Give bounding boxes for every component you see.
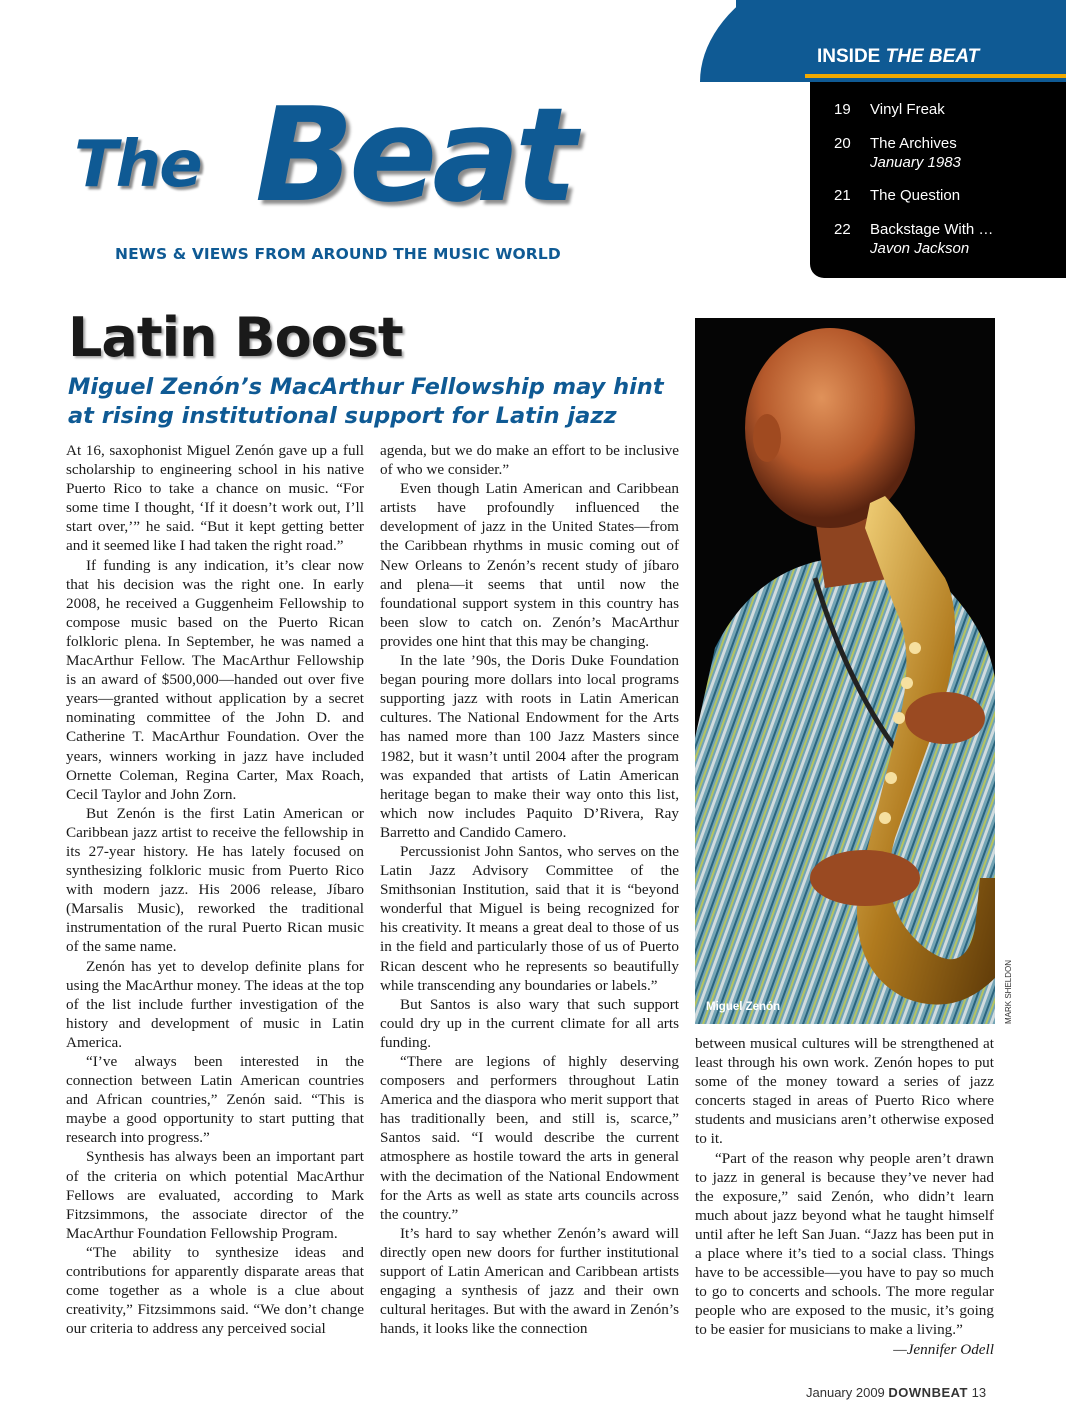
paragraph: “The ability to synthesize ideas and contributions for apparently disparate areas that come together as a whole is a clue about creativity,” Fitzsimmons said. “We don’t change our criteria to address any perceived social	[66, 1243, 364, 1338]
paragraph: Even though Latin American and Caribbean artists have profoundly influenced the development of jazz in the United States—from the Caribbean rhythms in music coming out of New Orleans to Zenón’s recent study of jíbaro and plena—it seems that until now the foundational support system in this country has been slow to catch on. Zenón’s MacArthur provides one hint that this may be changing.	[380, 480, 679, 650]
masthead-beat: Beat	[255, 79, 573, 231]
paragraph: Synthesis has always been an important part of the criteria on which potential MacArthur Fellows are evaluated, according to Mark Fitzsimmons, the associate director of the MacArthur Foundation Fellowship Program.	[66, 1148, 364, 1242]
folio-magazine: DOWNBEAT	[888, 1385, 968, 1400]
folio-date: January 2009	[806, 1385, 885, 1400]
toc-title: Backstage With …	[870, 221, 994, 238]
article-byline: —Jennifer Odell	[893, 1340, 994, 1358]
paragraph: It’s hard to say whether Zenón’s award will directly open new doors for further institutional support of Latin American and Caribbean artists engaging a synthesis of jazz and their own cultural heritages. But with the award in Zenón’s hands, it looks like the connection	[380, 1224, 679, 1338]
inside-title-italic: THE BEAT	[885, 46, 980, 67]
article-headline: Latin Boost	[68, 306, 403, 369]
toc-title: The Question	[870, 187, 961, 204]
inside-header-bar	[736, 0, 1066, 82]
toc-page-number: 19	[834, 101, 851, 118]
paragraph: “I’ve always been interested in the connection between Latin American countries and African countries,” Zenón said. “This is maybe a good opportunity to start putting that research into progress.”	[66, 1053, 364, 1147]
masthead-the: The	[74, 128, 201, 202]
paragraph: “There are legions of highly deserving composers and performers throughout Latin America and the diaspora who merit support that has traditionally been, and still is, scarce,” Santos said. “I would describe the current atmosphere as hostile toward the arts in general with the decimation of the National Endowment for the Arts as well as state arts councils across the country.”	[380, 1053, 679, 1223]
paragraph: agenda, but we do make an effort to be inclusive of who we consider.”	[380, 442, 679, 479]
toc-title: The Archives	[870, 135, 957, 152]
inside-header-rule	[805, 74, 1066, 78]
article-column-2	[380, 441, 679, 1338]
toc-subtitle: January 1983	[870, 154, 961, 171]
paragraph-text: “Part of the reason why people aren’t drawn to jazz in general is because they’ve never had the exposure,” said Zenón, who didn’t learn much about jazz beyond what he taught himself until after he left San Juan. “Jazz has been put in a place where it’s tied to a social class. Things have to be accessible—you have to pay so much to go to concerts and schools. The more regular people who are exposed to the music, it’s going to be easier for musicians to make a living.”	[695, 1149, 994, 1339]
paragraph: Zenón has yet to develop definite plans for using the MacArthur money. The ideas at the top of the list include further investigation of the history and development of music in Latin America.	[66, 957, 364, 1051]
inside-title	[817, 46, 979, 68]
article-column-1	[66, 441, 364, 1338]
paragraph	[695, 1149, 994, 1358]
saxophonist-illustration	[695, 318, 995, 1024]
article-deck: Miguel Zenón’s MacArthur Fellowship may hint at rising institutional support for Latin jazz	[68, 374, 664, 429]
page-folio	[806, 1385, 986, 1400]
paragraph: In the late ’90s, the Doris Duke Foundation began pouring more dollars into local programs supporting jazz with roots in Latin American cultures. The National Endowment for the Arts has named more than 100 Jazz Masters since 1982, but it wasn’t until 2004 after the program was expanded that artists of Latin American heritage began to make their way onto this list, which now includes Paquito D’Rivera, Ray Barretto and Candido Camero.	[380, 652, 679, 841]
toc-subtitle: Javon Jackson	[870, 240, 970, 257]
inside-title-prefix: INSIDE	[817, 46, 881, 67]
paragraph: But Zenón is the first Latin American or Caribbean jazz artist to receive the fellowship in its 27-year history. He has lately focused on synthesizing folkloric music from Puerto Rico with modern jazz. His 2006 release, Jíbaro (Marsalis Music), reworked the traditional instrumentation of the rural Puerto Rican music of the same name.	[66, 804, 364, 956]
paragraph: Percussionist John Santos, who serves on the Latin Jazz Advisory Committee of the Smithsonian Institution, said that it is “beyond wonderful that Miguel is being recognized for his creativity. It means a great deal to those of us in the field and particularly those of us of Puerto Rican descent who he represents so beautifully while transcending any boundaries or labels.”	[380, 842, 679, 994]
toc-page-number: 20	[834, 135, 851, 152]
masthead-tagline: NEWS & VIEWS FROM AROUND THE MUSIC WORLD	[115, 245, 561, 263]
paragraph: between musical cultures will be strengthened at least through his own work. Zenón hopes to put some of the money toward a series of jazz concerts staged in areas of Puerto Rico where students and musicians aren’t otherwise exposed to it.	[695, 1035, 994, 1148]
paragraph: But Santos is also wary that such support could dry up in the current climate for all arts funding.	[380, 995, 679, 1051]
toc-title: Vinyl Freak	[870, 101, 945, 118]
article-column-3	[695, 1034, 994, 1359]
toc-page-number: 21	[834, 187, 851, 204]
photo-caption: Miguel Zenón	[706, 1001, 781, 1013]
paragraph: At 16, saxophonist Miguel Zenón gave up a full scholarship to engineering school in his native Puerto Rico to take a chance on music. “For some time I thought, ‘If it doesn’t work out, I’ll start over,’” he said. “But it kept getting better and it seemed like I had taken the right road.”	[66, 442, 364, 555]
folio-page-number: 13	[971, 1385, 987, 1400]
toc-page-number: 22	[834, 221, 851, 238]
paragraph: If funding is any indication, it’s clear now that his decision was the right one. In early 2008, he received a Guggenheim Fellowship to compose music based on the Puerto Rican folkloric plena. In September, he was named a MacArthur Fellow. The MacArthur Fellowship is an award of $500,000—handed out over five years—granted without application by a secret nominating committee of the John D. and Catherine T. MacArthur Foundation. Over the years, winners working in jazz have included Ornette Coleman, Regina Carter, Max Roach, Cecil Taylor and John Zorn.	[66, 556, 364, 803]
photo-credit: MARK SHELDON	[1004, 959, 1013, 1024]
photo-miguel-zenon	[695, 318, 995, 1024]
